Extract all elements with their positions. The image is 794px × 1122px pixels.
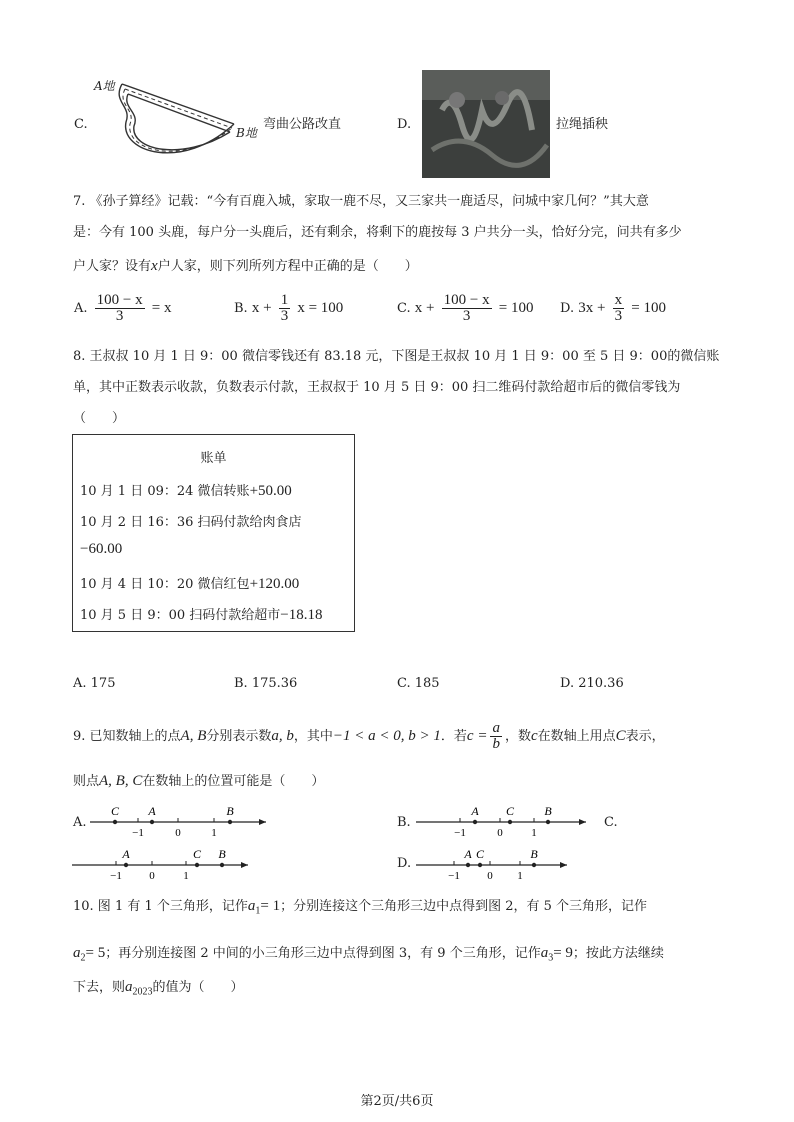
q8-option-b: B. 175.36 — [234, 676, 298, 691]
bill-row-2-amount: −60.00 — [80, 541, 123, 557]
point-dot — [532, 863, 536, 867]
bill-box — [72, 434, 355, 632]
bill-row-2: 10 月 2 日 16：36 扫码付款给肉食店 — [80, 515, 302, 530]
q7-line3: 户人家？设有x户人家，则下列所列方程中正确的是（ ） — [73, 258, 418, 274]
bill-row-3: 10 月 4 日 10：20 微信红包+120.00 — [80, 576, 300, 592]
tick-label: 1 — [531, 827, 537, 839]
q10-line2: $a_2= 5$；再分别连接图 2 中间的小三角形三边中点得到图 3，有 9 个三角形，记作$a_3= 9$；按此方法继续 — [73, 945, 664, 964]
point-dot — [508, 820, 512, 824]
axis-arrow — [579, 819, 586, 825]
point-label: C — [110, 804, 120, 818]
q6-option-c-caption: 弯曲公路改直 — [263, 117, 342, 132]
number-line-c — [70, 843, 255, 883]
point-label: A — [148, 804, 156, 818]
q6-option-d-label: D. — [397, 117, 412, 132]
bill-title: 账单 — [200, 451, 227, 466]
q7-option-c: C. x + $\frac{100 - x}{3}$ = 100 — [397, 292, 534, 324]
tick-label: 1 — [517, 870, 523, 882]
q7-option-a: A. $\frac{100 - x}{3}$ = x — [74, 292, 172, 324]
point-label: A — [471, 804, 479, 818]
point-dot — [473, 820, 477, 824]
q7-line2: 是：今有 100 头鹿，每户分一头鹿后，还有剩余，将剩下的鹿按每 3 户共分一头，恰好分完，问共有多少 — [73, 225, 682, 240]
tick-label: −1 — [132, 827, 144, 839]
q7-option-d: D. 3x + $\frac{x}{3}$ = 100 — [560, 292, 666, 324]
q9-line2: 则点A, B, C在数轴上的位置可能是（ ） — [73, 773, 325, 789]
point-b-label: B地 — [236, 126, 257, 140]
number-line-a — [88, 800, 273, 840]
bill-row-1: 10 月 1 日 09：24 微信转账+50.00 — [80, 483, 292, 499]
tick-label: 1 — [211, 827, 217, 839]
point-label: A — [464, 847, 472, 861]
axis-arrow — [259, 819, 266, 825]
point-dot — [195, 863, 199, 867]
q6-option-d-caption: 拉绳插秧 — [556, 117, 609, 132]
q8-line3: （ ） — [73, 411, 126, 426]
point-label: A — [122, 847, 130, 861]
q8-option-d: D. 210.36 — [560, 676, 624, 691]
q8-option-c: C. 185 — [397, 676, 440, 691]
point-label: C — [475, 847, 485, 861]
q9-option-d-label: D. — [397, 856, 412, 871]
q10-line1: 10. 图 1 有 1 个三角形，记作$a_1= 1$；分别连接这个三角形三边中点得到图 2，有 5 个三角形，记作 — [73, 898, 648, 917]
number-line-d — [412, 843, 572, 883]
point-label: B — [544, 804, 552, 818]
tick-label: −1 — [448, 870, 460, 882]
q9-option-c-label: C. — [604, 815, 618, 830]
point-dot — [546, 820, 550, 824]
point-dot — [228, 820, 232, 824]
point-dot — [113, 820, 117, 824]
q10-line3: 下去，则$a_{2023}$的值为（ ） — [73, 979, 244, 998]
q9-option-a-label: A. — [73, 815, 87, 830]
point-dot — [124, 863, 128, 867]
point-a-label: A地 — [94, 79, 115, 93]
point-dot — [220, 863, 224, 867]
tick-label: 0 — [497, 827, 503, 839]
tick-label: 0 — [149, 870, 155, 882]
q8-line2: 单，其中正数表示收款，负数表示付款，王叔叔于 10 月 5 日 9：00 扫二维码付款给超市后的微信零钱为 — [73, 380, 681, 395]
q9-line1: 9. 已知数轴上的点A, B分别表示数a, b，其中−1 < a < 0, b > 1．若c = $\frac{a}{b}$ ，数c在数轴上用点C表示， — [73, 720, 665, 752]
point-label: B — [218, 847, 226, 861]
point-label: B — [226, 804, 234, 818]
q7-option-b: B. x + $\frac{1}{3}$ x = 100 — [234, 292, 344, 324]
point-label: C — [192, 847, 202, 861]
rice-planting-photo — [422, 70, 550, 178]
axis-arrow — [241, 862, 248, 868]
point-dot — [150, 820, 154, 824]
q9-option-b-label: B. — [397, 815, 411, 830]
point-label: B — [530, 847, 538, 861]
point-dot — [466, 863, 470, 867]
tick-label: 0 — [175, 827, 181, 839]
q6-option-c-label: C. — [74, 117, 88, 132]
point-dot — [478, 863, 482, 867]
tick-label: −1 — [110, 870, 122, 882]
q8-line1: 8. 王叔叔 10 月 1 日 9：00 微信零钱还有 83.18 元，下图是王叔叔 10 月 1 日 9：00 至 5 日 9：00的微信账 — [73, 349, 720, 364]
point-label: C — [505, 804, 515, 818]
tick-label: 0 — [487, 870, 493, 882]
bill-row-4: 10 月 5 日 9：00 扫码付款给超市−18.18 — [80, 607, 323, 623]
tick-label: −1 — [454, 827, 466, 839]
tick-label: 1 — [183, 870, 189, 882]
curved-road-figure — [92, 72, 272, 172]
number-line-b — [412, 800, 592, 840]
page-footer: 第2页/共6页 — [360, 1094, 434, 1109]
q7-line1: 7. 《孙子算经》记载：“今有百鹿入城，家取一鹿不尽，又三家共一鹿适尽，问城中家几何？”其大意 — [73, 194, 649, 209]
q8-option-a: A. 175 — [73, 676, 116, 691]
axis-arrow — [560, 862, 567, 868]
